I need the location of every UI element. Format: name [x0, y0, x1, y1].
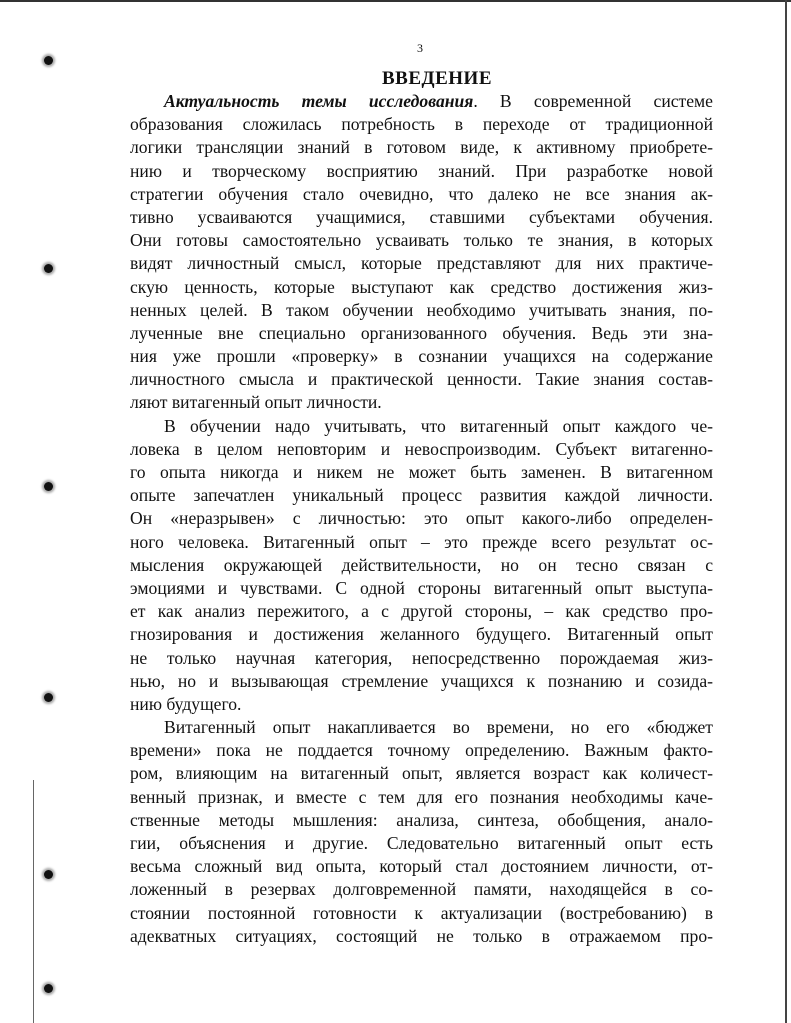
punch-hole-icon: [44, 984, 53, 993]
text-line: ляют витагенный опыт личности.: [130, 392, 382, 413]
scan-edge-top: [0, 0, 791, 2]
text-line: логики трансляции знаний в готовом виде, к активному приобрете-: [130, 137, 713, 158]
paragraph-1: [130, 90, 713, 415]
paragraph-first-line: [130, 90, 713, 113]
text-line: ного человека. Витагенный опыт – это прежде всего результат ос-: [130, 531, 713, 552]
text-line: времени» пока не поддается точному определению. Важным факто-: [130, 740, 713, 761]
text-line: адекватных ситуациях, состоящий не только в отражаемом про-: [130, 925, 713, 946]
paragraph-3: [130, 716, 713, 948]
text-line: нию будущего.: [130, 693, 242, 714]
text-line: мысления окружающей действительности, но он тесно связан с: [130, 554, 713, 575]
text-line: ственные методы мышления: анализа, синтеза, обобщения, анало-: [130, 809, 713, 830]
punch-hole-icon: [44, 693, 53, 702]
text-line: ния уже прошли «проверку» в сознании учащихся на содержание: [130, 346, 713, 367]
text-line: гии, объяснения и другие. Следовательно витагенный опыт есть: [130, 833, 713, 853]
section-title: ВВЕДЕНИЕ: [382, 68, 492, 89]
punch-hole-icon: [44, 482, 53, 491]
lead-phrase: Актуальность темы исследования: [164, 91, 474, 111]
page-number: 3: [417, 41, 423, 55]
text-line: го опыта никогда и никем не может быть заменен. В витагенном: [130, 462, 713, 482]
text-line: В обучении надо учитывать, что витагенный опыт каждого че-: [164, 415, 713, 436]
scan-edge-right: [785, 0, 787, 1023]
text-line: лученные вне специально организованного обучения. Ведь эти зна-: [130, 322, 713, 343]
text-line: опыте запечатлен уникальный процесс развития каждой личности.: [130, 485, 713, 506]
text-line: ром, влияющим на витагенный опыт, является возраст как количест-: [130, 763, 713, 784]
text-line: ложенный в резервах долговременной памяти, находящейся в со-: [130, 879, 713, 900]
text-line: скую ценность, которые выступают как средство достижения жиз-: [130, 276, 713, 297]
text-line: венный признак, и вместе с тем для его познания необходимы каче-: [130, 786, 713, 807]
text-line: нию и творческому восприятию знаний. При разработке новой: [130, 160, 713, 181]
text-line: Витагенный опыт накапливается во времени, но его «бюджет: [164, 717, 713, 738]
text-line: Они готовы самостоятельно усваивать только те знания, в которых: [130, 230, 713, 251]
text-line: тивно усваиваются учащимися, ставшими субъектами обучения.: [130, 206, 713, 227]
text-line: гнозирования и достижения желанного будущего. Витагенный опыт: [130, 624, 713, 645]
text-line: не только научная категория, непосредственно порождаемая жиз-: [130, 647, 713, 668]
text-line: Он «неразрывен» с личностью: это опыт какого-либо определен-: [130, 508, 713, 529]
body-text: [130, 90, 713, 948]
paragraph-2: [130, 415, 713, 716]
text-line: ненных целей. В таком обучении необходимо учитывать знания, по-: [130, 299, 713, 320]
punch-hole-icon: [44, 264, 53, 273]
text-line: личностного смысла и практической ценности. Такие знания состав-: [130, 369, 713, 390]
text-line: видят личностный смысл, которые представляют для них практиче-: [130, 253, 713, 274]
text-line: стратегии обучения стало очевидно, что далеко не все знания ак-: [130, 183, 713, 204]
text-line: ловека в целом неповторим и невоспроизводим. Субъект витагенно-: [130, 438, 713, 459]
text-line: стоянии постоянной готовности к актуализации (востребованию) в: [130, 902, 713, 923]
punch-hole-icon: [44, 870, 53, 879]
scan-edge-left: [33, 780, 34, 1023]
text-line: ет как анализ пережитого, а с другой стороны, – как средство про-: [130, 601, 713, 622]
first-line-rest: . В современной системе: [473, 91, 713, 111]
text-line: весьма сложный вид опыта, который стал достоянием личности, от-: [130, 856, 713, 877]
text-line: образования сложилась потребность в переходе от традиционной: [130, 114, 713, 135]
text-line: эмоциями и чувствами. С одной стороны витагенный опыт выступа-: [130, 577, 713, 598]
text-line: нью, но и вызывающая стремление учащихся к познанию и созида-: [130, 670, 713, 691]
punch-hole-icon: [44, 56, 53, 65]
